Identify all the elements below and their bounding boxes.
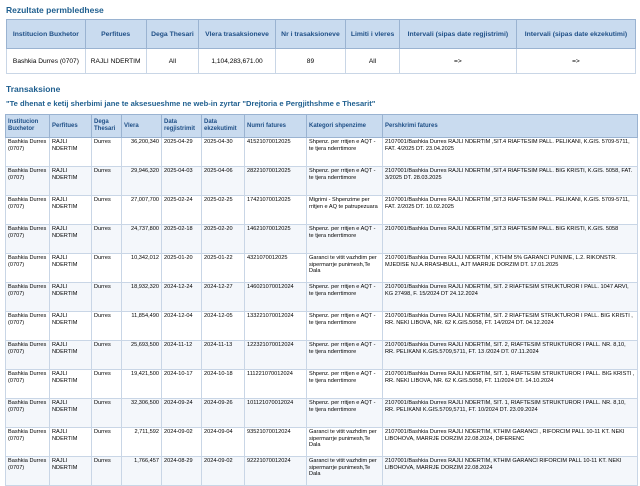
table-cell: 17421070012025: [245, 196, 307, 225]
table-cell: 2107001/Bashkia Durres RAJLI NDERTIM ,SIT.3 RIAFTESIM PALL. BIG KRISTI, K.GIS. 5058: [383, 225, 638, 254]
summary-header: Nr i trasaksioneve: [275, 20, 345, 49]
table-cell: RAJLI NDERTIM: [50, 399, 92, 428]
table-row: [6, 399, 638, 428]
table-cell: 10,342,012: [122, 254, 162, 283]
table-cell: Durres: [92, 196, 122, 225]
table-cell: Bashkia Durres (0707): [6, 254, 50, 283]
transactions-header: Vlera: [122, 115, 162, 138]
table-cell: RAJLI NDERTIM: [50, 138, 92, 167]
table-cell: Bashkia Durres (0707): [6, 312, 50, 341]
table-cell: 2024-09-26: [202, 399, 245, 428]
summary-cell: All: [146, 49, 199, 74]
table-row: [6, 428, 638, 457]
table-cell: Durres: [92, 225, 122, 254]
table-cell: RAJLI NDERTIM: [50, 312, 92, 341]
table-row: [6, 341, 638, 370]
table-row: [6, 138, 638, 167]
table-cell: 2024-12-04: [162, 312, 202, 341]
summary-cell: All: [346, 49, 400, 74]
table-cell: 2107001/Bashkia Durres RAJLI NDERTIM , KTHIM 5% GARANCI PUNIME, L.2. RIKONSTR. MJEDISE NJ.A.RRASHBULL, AJT MARRJE DORZIM DT. 17.01.2025: [383, 254, 638, 283]
table-cell: 19,421,500: [122, 370, 162, 399]
table-cell: Bashkia Durres (0707): [6, 196, 50, 225]
table-cell: Bashkia Durres (0707): [6, 167, 50, 196]
transactions-title: Transaksione: [6, 84, 61, 94]
table-cell: 2107001/Bashkia Durres RAJLI NDERTIM ,SIT.3 RIAFTESIM PALL. PELIKANI, K.GIS. 5709-5711, FAT. 2/2025 DT. 10.02.2025: [383, 196, 638, 225]
table-cell: RAJLI NDERTIM: [50, 283, 92, 312]
table-cell: 2107001/Bashkia Durres RAJLI NDERTIM, SIT. 2, RIAFTESIM STRUKTUROR I PALL. NR. 8,10, RR. PELIKANI K.GIS.5709,5711, FT. 13 /2024 DT. 07.11.2024: [383, 341, 638, 370]
table-cell: 41521070012025: [245, 138, 307, 167]
table-cell: 2024-10-17: [162, 370, 202, 399]
table-row: [6, 196, 638, 225]
transactions-header: Pershkrimi fatures: [383, 115, 638, 138]
table-cell: Bashkia Durres (0707): [6, 370, 50, 399]
table-cell: RAJLI NDERTIM: [50, 167, 92, 196]
table-cell: Shpenz. per rritjen e AQT - te tjera nderrtimore: [307, 138, 383, 167]
table-cell: RAJLI NDERTIM: [50, 428, 92, 457]
table-cell: Durres: [92, 457, 122, 486]
table-cell: 2024-09-24: [162, 399, 202, 428]
table-cell: Bashkia Durres (0707): [6, 341, 50, 370]
summary-header: Institucion Buxhetor: [7, 20, 86, 49]
summary-header: Intervali (sipas date ekzekutimi): [516, 20, 635, 49]
table-cell: 29,946,320: [122, 167, 162, 196]
summary-title: Rezultate permbledhese: [6, 5, 104, 15]
table-cell: Garanci te vitit vazhdim per sipermarrje punimesh,Te Dala: [307, 254, 383, 283]
summary-cell: RAJLI NDERTIM: [85, 49, 146, 74]
table-cell: 2024-11-12: [162, 341, 202, 370]
transactions-header: Dega Thesari: [92, 115, 122, 138]
table-cell: 101121070012024: [245, 399, 307, 428]
table-cell: 2024-12-27: [202, 283, 245, 312]
table-row: [6, 283, 638, 312]
table-row: [6, 457, 638, 486]
summary-header: Dega Thesari: [146, 20, 199, 49]
summary-header: Intervali (sipas date regjistrimi): [399, 20, 516, 49]
summary-header: Perfitues: [85, 20, 146, 49]
summary-cell: =>: [516, 49, 635, 74]
table-cell: RAJLI NDERTIM: [50, 341, 92, 370]
table-cell: 2025-04-30: [202, 138, 245, 167]
table-cell: 2107001/Bashkia Durres RAJLI NDERTIM, SIT. 1, RIAFTESIM STRUKTUROR I PALL. BIG KRISTI , RR. NEKI LIBOVA, NR. 62 K.GIS.5058, FT. 11/2024 DT. 14.10.2024: [383, 370, 638, 399]
table-cell: 2024-12-05: [202, 312, 245, 341]
table-cell: 2107001/Bashkia Durres RAJLI NDERTIM, SIT. 2 RIAFTESIM STRUKTUROR I PALL. BIG KRISTI , RR. NEKI LIBOVA, NR. 62 K.GIS.5058, FT. 14/2024 DT. 04.12.2024: [383, 312, 638, 341]
table-cell: Shpenz. per rritjen e AQT - te tjera nderrtimore: [307, 283, 383, 312]
table-cell: 2024-08-29: [162, 457, 202, 486]
table-cell: 2107001/Bashkia Durres RAJLI NDERTIM, KTHIM GARANCI , RIFORCIM PALL 10-11 KT. NEKI LIBOHOVA, MARRJE DORZIM 22.08.2024, DIFERENC: [383, 428, 638, 457]
table-cell: Durres: [92, 312, 122, 341]
table-cell: Garanci te vitit vazhdim per sipermarrje punimesh,Te Dala: [307, 457, 383, 486]
table-cell: 2024-09-02: [162, 428, 202, 457]
table-cell: 122321070012024: [245, 341, 307, 370]
table-cell: 2024-09-02: [202, 457, 245, 486]
table-cell: Shpenz. per rritjen e AQT - te tjera nderrtimore: [307, 399, 383, 428]
table-row: [6, 225, 638, 254]
table-cell: 1,766,457: [122, 457, 162, 486]
table-cell: Migrimi - Shpenzime per rritjen e AQ te patrupezuara: [307, 196, 383, 225]
table-cell: RAJLI NDERTIM: [50, 196, 92, 225]
table-cell: 2107001/Bashkia Durres RAJLI NDERTIM ,SIT.4 RIAFTESIM PALL. BIG KRISTI, K.GIS. 5058, FAT. 3/2025 DT. 28.03.2025: [383, 167, 638, 196]
summary-header: Vlera trasaksioneve: [199, 20, 275, 49]
table-cell: 2025-04-03: [162, 167, 202, 196]
summary-cell: Bashkia Durres (0707): [7, 49, 86, 74]
data-source-notice: "Te dhenat e ketij sherbimi jane te aksesueshme ne web-in zyrtar "Drejtoria e Pergjithshme e Thesarit": [6, 99, 376, 108]
table-cell: 2024-10-18: [202, 370, 245, 399]
table-cell: 2025-02-20: [202, 225, 245, 254]
table-cell: 133221070012024: [245, 312, 307, 341]
transactions-header: Numri fatures: [245, 115, 307, 138]
table-cell: Bashkia Durres (0707): [6, 138, 50, 167]
table-cell: 2025-02-25: [202, 196, 245, 225]
table-cell: Bashkia Durres (0707): [6, 399, 50, 428]
table-cell: 2107001/Bashkia Durres RAJLI NDERTIM, SIT. 1, RIAFTESIM STRUKTUROR I PALL. NR. 8,10, RR. PELIKANI K.GIS.5709,5711, FT. 10/2024 DT. 23.09.2024: [383, 399, 638, 428]
table-cell: 92221070012024: [245, 457, 307, 486]
table-cell: 2024-09-04: [202, 428, 245, 457]
table-cell: RAJLI NDERTIM: [50, 457, 92, 486]
table-cell: 32,306,500: [122, 399, 162, 428]
summary-table: [6, 19, 636, 74]
table-cell: 2025-01-22: [202, 254, 245, 283]
transactions-header: Data regjistrimit: [162, 115, 202, 138]
table-cell: 4321070012025: [245, 254, 307, 283]
table-cell: Durres: [92, 341, 122, 370]
table-cell: 2024-12-24: [162, 283, 202, 312]
transactions-table: [5, 114, 638, 486]
table-cell: 14621070012025: [245, 225, 307, 254]
table-cell: Bashkia Durres (0707): [6, 428, 50, 457]
summary-cell: 89: [275, 49, 345, 74]
transactions-header: Perfitues: [50, 115, 92, 138]
table-cell: 2025-01-20: [162, 254, 202, 283]
table-row: [6, 312, 638, 341]
table-cell: Durres: [92, 428, 122, 457]
table-cell: Shpenz. per rritjen e AQT - te tjera nderrtimore: [307, 225, 383, 254]
table-row: [6, 370, 638, 399]
table-cell: 2025-02-24: [162, 196, 202, 225]
table-cell: 2,711,592: [122, 428, 162, 457]
table-cell: 11,854,490: [122, 312, 162, 341]
table-cell: 146021070012024: [245, 283, 307, 312]
table-cell: Durres: [92, 283, 122, 312]
summary-header: Limiti i vleres: [346, 20, 400, 49]
table-cell: Bashkia Durres (0707): [6, 225, 50, 254]
table-cell: Durres: [92, 167, 122, 196]
table-cell: Shpenz. per rritjen e AQT - te tjera nderrtimore: [307, 370, 383, 399]
table-cell: 18,932,320: [122, 283, 162, 312]
table-row: [6, 254, 638, 283]
summary-cell: 1,104,283,671.00: [199, 49, 275, 74]
table-cell: 2025-02-18: [162, 225, 202, 254]
table-cell: RAJLI NDERTIM: [50, 254, 92, 283]
table-cell: Durres: [92, 254, 122, 283]
table-cell: 25,693,500: [122, 341, 162, 370]
table-cell: Durres: [92, 138, 122, 167]
transactions-header: Kategori shpenzime: [307, 115, 383, 138]
table-cell: 2024-11-13: [202, 341, 245, 370]
transactions-header: Institucion Buxhetor: [6, 115, 50, 138]
table-cell: RAJLI NDERTIM: [50, 225, 92, 254]
table-cell: Durres: [92, 370, 122, 399]
table-cell: 93521070012024: [245, 428, 307, 457]
table-cell: 2025-04-06: [202, 167, 245, 196]
table-row: [6, 167, 638, 196]
table-cell: Durres: [92, 399, 122, 428]
table-cell: RAJLI NDERTIM: [50, 370, 92, 399]
table-cell: 2025-04-29: [162, 138, 202, 167]
table-cell: 111221070012024: [245, 370, 307, 399]
table-cell: Shpenz. per rritjen e AQT - te tjera nderrtimore: [307, 312, 383, 341]
table-cell: 36,200,340: [122, 138, 162, 167]
table-cell: 2107001/Bashkia Durres RAJLI NDERTIM, SIT. 2 RIAFTESIM STRUKTUROR I PALL. 1047 ARVI, KG 27498, F. 15/2024 DT 24.12.2024: [383, 283, 638, 312]
table-cell: Shpenz. per rritjen e AQT - te tjera nderrtimore: [307, 341, 383, 370]
table-cell: Bashkia Durres (0707): [6, 457, 50, 486]
table-cell: Bashkia Durres (0707): [6, 283, 50, 312]
table-cell: 28221070012025: [245, 167, 307, 196]
summary-cell: =>: [399, 49, 516, 74]
table-cell: 2107001/Bashkia Durres RAJLI NDERTIM, KTHIM GARANCI RIFORCIM PALL 10-11 KT. NEKI LIBOHOVA, MARRJE DORZIM 22.08.2024: [383, 457, 638, 486]
table-cell: 2107001/Bashkia Durres RAJLI NDERTIM ,SIT.4 RIAFTESIM PALL. PELIKANI, K.GIS. 5709-5711, FAT. 4/2025 DT. 23.04.2025: [383, 138, 638, 167]
table-cell: Shpenz. per rritjen e AQT - te tjera nderrtimore: [307, 167, 383, 196]
table-cell: 24,737,800: [122, 225, 162, 254]
table-cell: 27,007,700: [122, 196, 162, 225]
transactions-header: Data ekzekutimit: [202, 115, 245, 138]
table-cell: Garanci te vitit vazhdim per sipermarrje punimesh,Te Dala: [307, 428, 383, 457]
